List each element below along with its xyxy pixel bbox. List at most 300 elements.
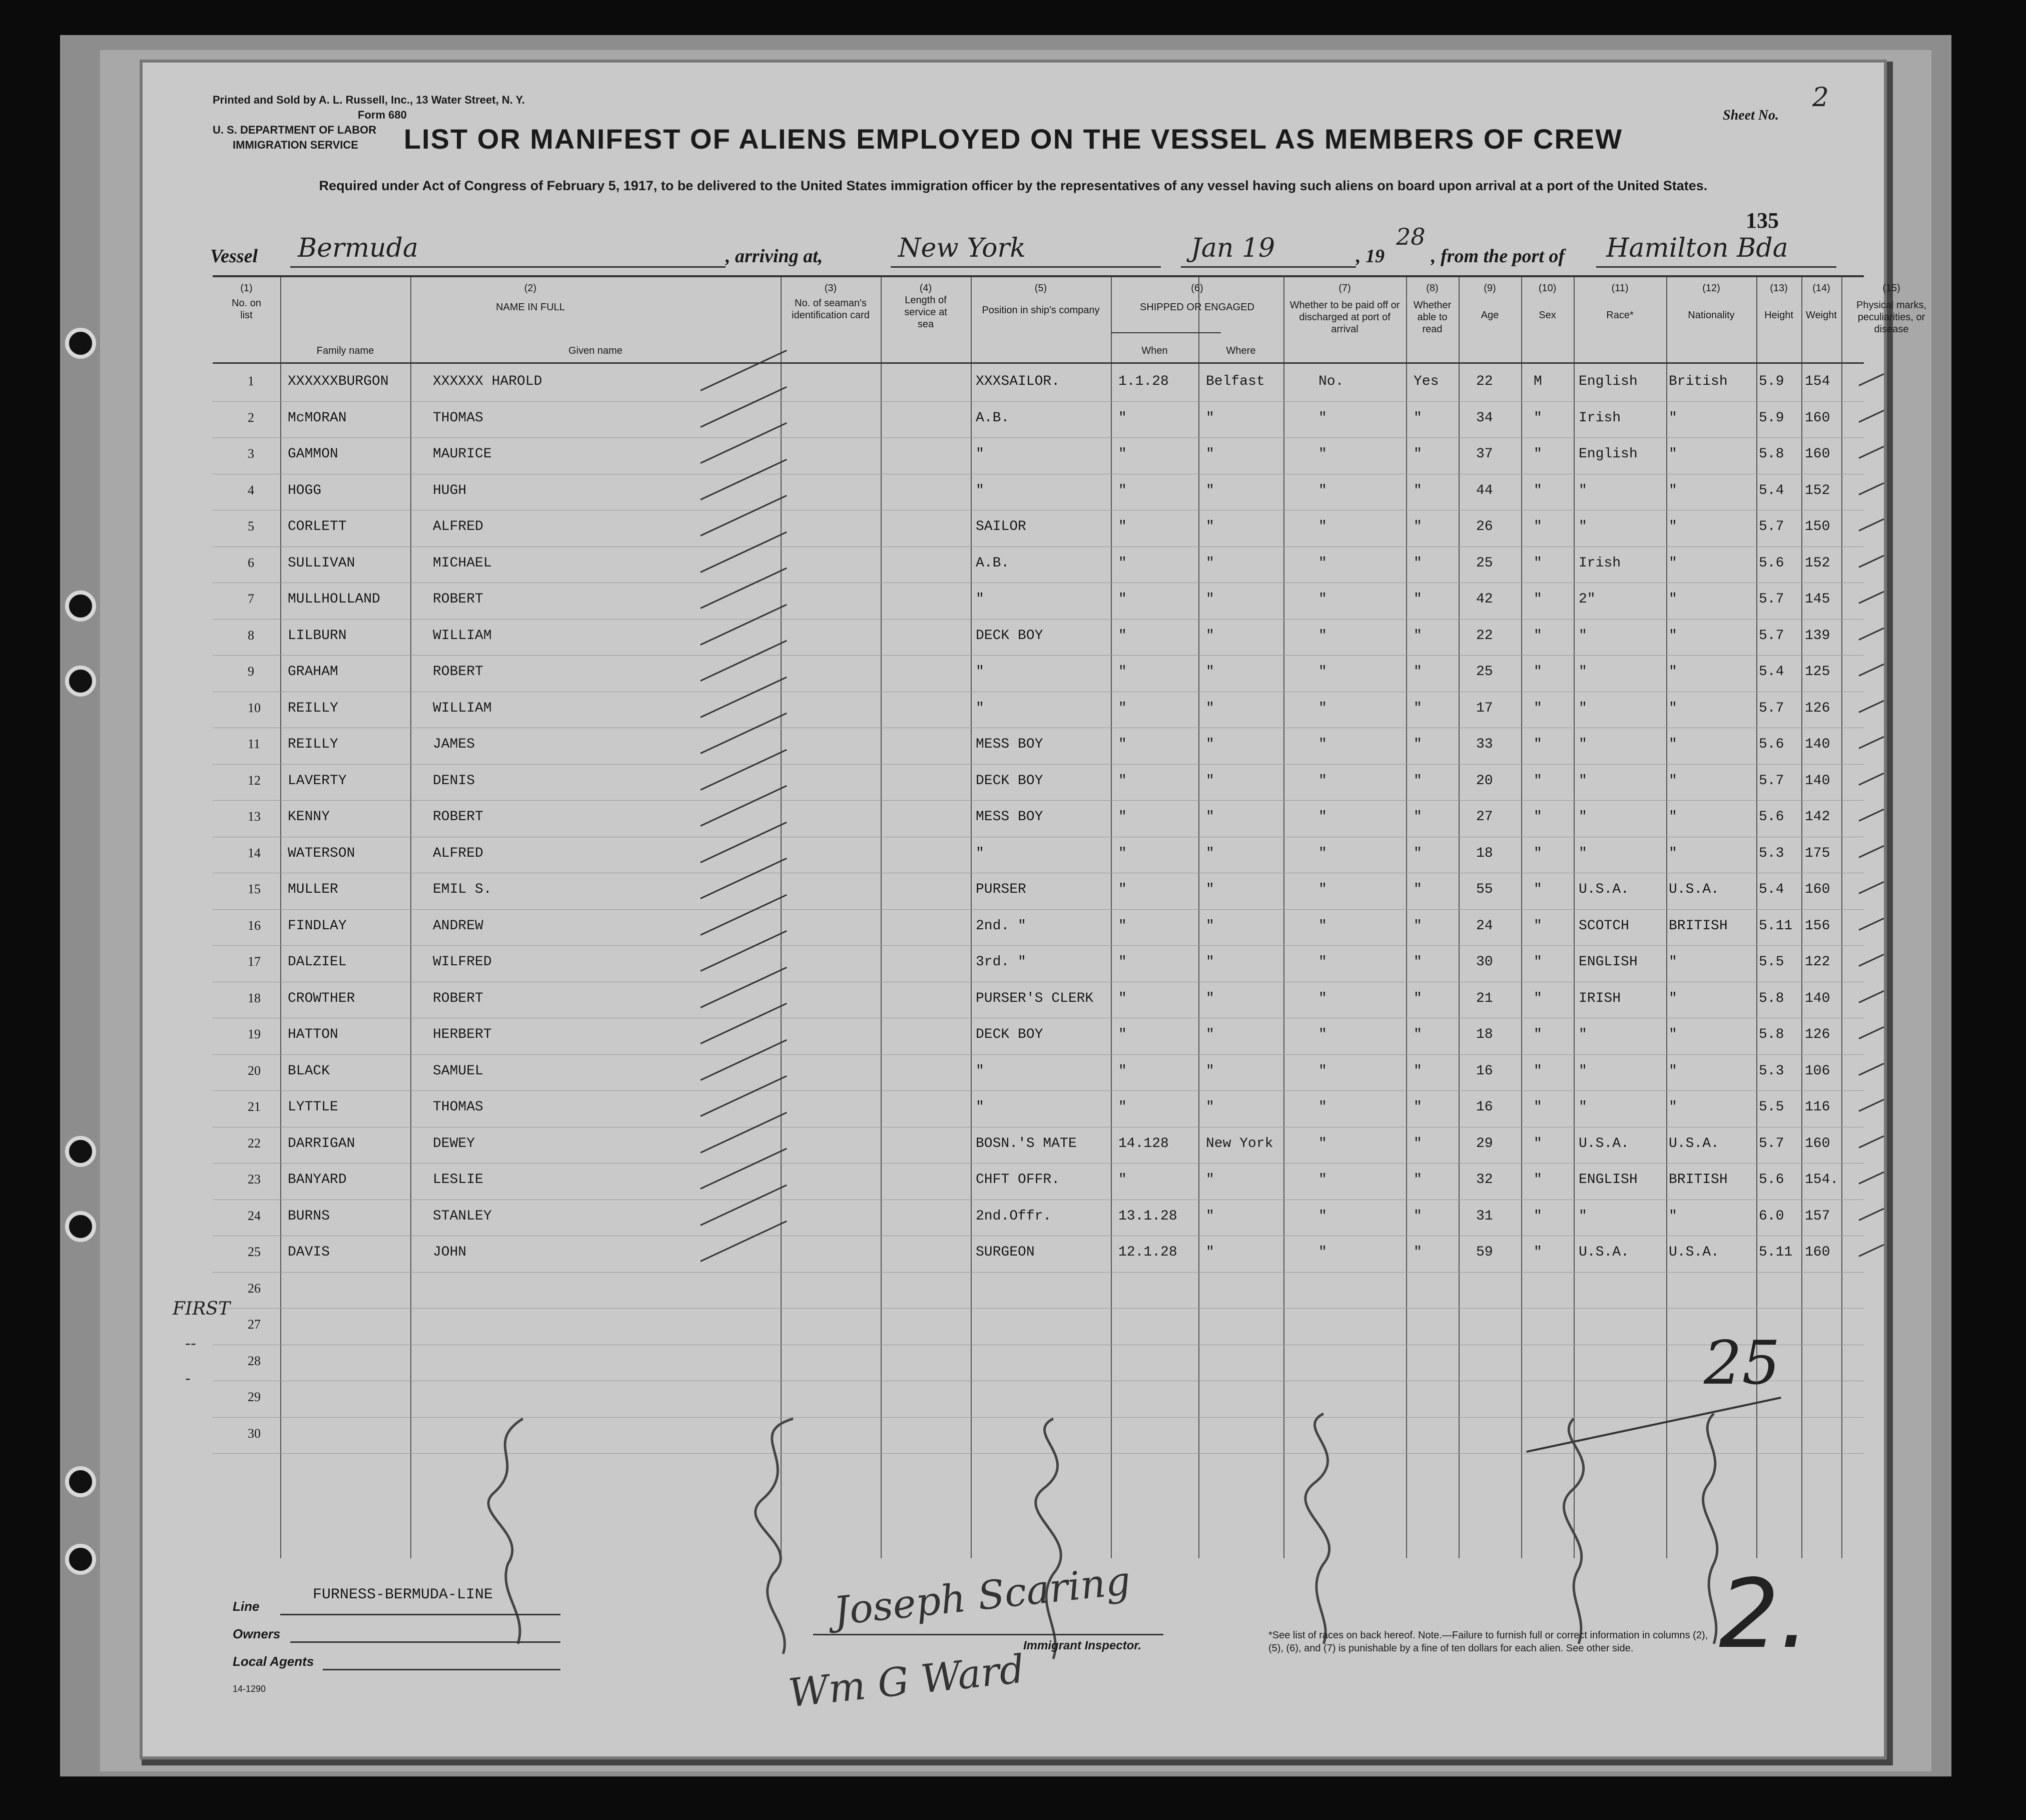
paid-off-cell: "	[1318, 519, 1327, 534]
shipped-when-cell: "	[1118, 918, 1127, 934]
paid-off-cell: "	[1318, 1063, 1327, 1079]
race-cell: ENGLISH	[1579, 954, 1638, 970]
height-cell: 5.4	[1759, 882, 1784, 897]
shipped-when-cell: 13.1.28	[1118, 1208, 1177, 1224]
owner-signature: Wm G Ward	[786, 1646, 1027, 1716]
paid-off-cell: "	[1318, 1099, 1327, 1115]
sex-cell: "	[1534, 882, 1542, 897]
shipped-where-cell: "	[1206, 482, 1214, 498]
height-cell: 5.5	[1759, 1099, 1784, 1115]
weight-cell: 126	[1805, 700, 1830, 716]
table-row	[213, 546, 1864, 582]
age-cell: 22	[1476, 628, 1493, 644]
family-name-cell: FINDLAY	[288, 918, 347, 934]
age-cell: 33	[1476, 737, 1493, 752]
row-number-cell: 9	[248, 664, 254, 679]
col-service-header: (4) Length of service at sea	[904, 283, 947, 330]
paid-off-cell: "	[1318, 1208, 1327, 1224]
table-row	[213, 837, 1864, 873]
shipped-when-cell: "	[1118, 845, 1127, 861]
race-cell: "	[1579, 773, 1587, 789]
from-port-label: , from the port of	[1431, 246, 1565, 267]
weight-cell: 160	[1805, 1135, 1830, 1151]
position-cell: 2nd.Offr.	[976, 1208, 1052, 1224]
physical-marks-check-mark	[1858, 627, 1884, 640]
weight-cell: 125	[1805, 664, 1830, 680]
given-name-cell: SAMUEL	[433, 1063, 483, 1079]
family-name-cell: MULLER	[288, 882, 338, 897]
position-cell: "	[976, 482, 984, 498]
page-number: 135	[1746, 208, 1779, 233]
given-name-cell: THOMAS	[433, 1099, 483, 1115]
manifest-page	[143, 63, 1927, 1756]
weight-cell: 160	[1805, 410, 1830, 426]
physical-marks-check-mark	[1858, 809, 1884, 822]
shipped-when-cell: "	[1118, 954, 1127, 970]
family-name-cell: McMORAN	[288, 410, 347, 426]
shipped-where-cell: "	[1206, 700, 1214, 716]
table-row	[213, 437, 1864, 473]
given-name-cell: EMIL S.	[433, 882, 492, 897]
height-cell: 5.7	[1759, 1135, 1784, 1151]
age-cell: 34	[1476, 410, 1493, 426]
given-name-cell: ANDREW	[433, 918, 483, 934]
binder-hole	[65, 1544, 96, 1575]
paid-off-cell: "	[1318, 1172, 1327, 1187]
given-name-cell: HUGH	[433, 482, 467, 498]
vessel-name: Bermuda	[298, 233, 418, 263]
row-number-cell: 7	[248, 591, 254, 606]
row-number-cell: 15	[248, 882, 261, 896]
physical-marks-check-mark	[1858, 881, 1884, 894]
weight-cell: 116	[1805, 1099, 1830, 1115]
weight-cell: 160	[1805, 882, 1830, 897]
family-name-cell: REILLY	[288, 737, 338, 752]
height-cell: 5.4	[1759, 664, 1784, 680]
service-name: IMMIGRATION SERVICE	[233, 139, 358, 151]
paid-off-cell: "	[1318, 446, 1327, 462]
age-cell: 18	[1476, 1027, 1493, 1042]
row-number-cell: 14	[248, 845, 261, 860]
row-number-cell: 30	[248, 1426, 261, 1441]
table-row	[213, 909, 1864, 945]
shipped-where-cell: "	[1206, 446, 1214, 462]
nationality-cell: "	[1669, 737, 1677, 752]
shipped-where-cell: "	[1206, 882, 1214, 897]
position-cell: "	[976, 845, 984, 861]
age-cell: 16	[1476, 1063, 1493, 1079]
row-number-cell: 2	[248, 410, 254, 425]
paid-off-cell: "	[1318, 410, 1327, 426]
paid-off-cell: "	[1318, 773, 1327, 789]
able-to-read-cell: "	[1414, 809, 1422, 825]
weight-cell: 106	[1805, 1063, 1830, 1079]
weight-cell: 160	[1805, 1245, 1830, 1260]
physical-marks-check-mark	[1858, 482, 1884, 495]
row-number-cell: 12	[248, 773, 261, 788]
paid-off-cell: "	[1318, 809, 1327, 825]
family-name-cell: DARRIGAN	[288, 1135, 355, 1151]
nationality-cell: "	[1669, 700, 1677, 716]
nationality-cell: "	[1669, 664, 1677, 680]
table-row	[213, 365, 1864, 401]
arrival-year: 28	[1396, 223, 1426, 250]
weight-cell: 140	[1805, 990, 1830, 1006]
able-to-read-cell: "	[1414, 628, 1422, 644]
age-cell: 44	[1476, 482, 1493, 498]
nationality-cell: BRITISH	[1669, 918, 1728, 934]
race-cell: English	[1579, 446, 1638, 462]
paid-off-cell: "	[1318, 628, 1327, 644]
family-name-cell: BURNS	[288, 1208, 330, 1224]
printer-line: Printed and Sold by A. L. Russell, Inc., 13 Water Street, N. Y.	[213, 94, 525, 106]
col-marks-header: (15) Physical marks, peculiarities, or disease	[1856, 283, 1927, 335]
shipped-when-cell: "	[1118, 1099, 1127, 1115]
shipped-where-cell: "	[1206, 773, 1214, 789]
height-cell: 5.6	[1759, 737, 1784, 752]
able-to-read-cell: "	[1414, 918, 1422, 934]
race-cell: SCOTCH	[1579, 918, 1629, 934]
margin-note-dash: --	[185, 1334, 196, 1353]
height-cell: 5.11	[1759, 918, 1793, 934]
able-to-read-cell: "	[1414, 1063, 1422, 1079]
row-number-cell: 18	[248, 990, 261, 1005]
race-cell: U.S.A.	[1579, 1245, 1629, 1260]
family-name-cell: LAVERTY	[288, 773, 347, 789]
age-cell: 59	[1476, 1245, 1493, 1260]
shipped-when-cell: "	[1118, 1027, 1127, 1042]
physical-marks-check-mark	[1858, 1171, 1884, 1184]
shipped-when-cell: 1.1.28	[1118, 374, 1169, 389]
table-row	[213, 655, 1864, 691]
shipped-where-cell: "	[1206, 555, 1214, 571]
shipped-when-cell: "	[1118, 990, 1127, 1006]
height-cell: 5.8	[1759, 446, 1784, 462]
race-cell: "	[1579, 845, 1587, 861]
nationality-cell: "	[1669, 1208, 1677, 1224]
physical-marks-check-mark	[1858, 1135, 1884, 1148]
position-cell: "	[976, 1063, 984, 1079]
agents-label: Local Agents	[233, 1654, 314, 1669]
row-number-cell: 3	[248, 446, 254, 461]
sex-cell: M	[1534, 374, 1542, 389]
able-to-read-cell: "	[1414, 1135, 1422, 1151]
footer-note: *See list of races on back hereof. Note.—Failure to furnish full or correct information in columns (2), (5), (6), and (7) is punishable by a fine of ten dollars for each alien. See other side.	[1268, 1630, 1708, 1654]
family-name-cell: GAMMON	[288, 446, 338, 462]
family-name-cell: XXXXXXBURGON	[288, 374, 389, 389]
form-code: 14-1290	[233, 1684, 266, 1694]
race-cell: 2"	[1579, 591, 1596, 607]
sex-cell: "	[1534, 519, 1542, 534]
age-cell: 29	[1476, 1135, 1493, 1151]
height-cell: 6.0	[1759, 1208, 1784, 1224]
weight-cell: 160	[1805, 446, 1830, 462]
weight-cell: 142	[1805, 809, 1830, 825]
weight-cell: 126	[1805, 1027, 1830, 1042]
family-name-cell: KENNY	[288, 809, 330, 825]
shipped-where-cell: "	[1206, 845, 1214, 861]
race-cell: Irish	[1579, 410, 1621, 426]
shipped-where-cell: "	[1206, 1172, 1214, 1187]
position-cell: MESS BOY	[976, 737, 1043, 752]
race-cell: "	[1579, 1027, 1587, 1042]
able-to-read-cell: "	[1414, 555, 1422, 571]
race-cell: U.S.A.	[1579, 1135, 1629, 1151]
sex-cell: "	[1534, 1172, 1542, 1187]
position-cell: 3rd. "	[976, 954, 1026, 970]
able-to-read-cell: "	[1414, 882, 1422, 897]
weight-cell: 140	[1805, 773, 1830, 789]
requirement-text: Required under Act of Congress of February 5, 1917, to be delivered to the United States immigration officer by the representatives of any vessel having such aliens on board upon arrival at a port of the United States.	[319, 178, 1708, 193]
row-number-cell: 20	[248, 1063, 261, 1078]
height-cell: 5.3	[1759, 845, 1784, 861]
family-name-cell: DAVIS	[288, 1245, 330, 1260]
shipped-where-cell: "	[1206, 519, 1214, 534]
nationality-cell: U.S.A.	[1669, 1245, 1719, 1260]
sex-cell: "	[1534, 1245, 1542, 1260]
paid-off-cell: "	[1318, 882, 1327, 897]
position-cell: PURSER'S CLERK	[976, 990, 1094, 1006]
shipped-when-cell: "	[1118, 628, 1127, 644]
nationality-cell: "	[1669, 410, 1677, 426]
shipped-where-cell: "	[1206, 1063, 1214, 1079]
physical-marks-check-mark	[1858, 409, 1884, 422]
row-number-cell: 10	[248, 700, 261, 715]
physical-marks-check-mark	[1858, 736, 1884, 749]
sex-cell: "	[1534, 664, 1542, 680]
position-cell: CHFT OFFR.	[976, 1172, 1060, 1187]
col-sex-header: (10) Sex	[1538, 283, 1557, 321]
sex-cell: "	[1534, 918, 1542, 934]
age-cell: 31	[1476, 1208, 1493, 1224]
given-name-cell: HERBERT	[433, 1027, 492, 1042]
row-number-cell: 13	[248, 809, 261, 824]
table-row	[213, 1163, 1864, 1199]
sex-cell: "	[1534, 482, 1542, 498]
binder-hole	[65, 666, 96, 697]
row-number-cell: 24	[248, 1208, 261, 1223]
col-height-header: (13) Height	[1764, 283, 1793, 321]
race-cell: "	[1579, 1063, 1587, 1079]
shipped-when-cell: "	[1118, 1063, 1127, 1079]
shipped-when-cell: "	[1118, 410, 1127, 426]
row-number-cell: 25	[248, 1245, 261, 1259]
position-cell: "	[976, 700, 984, 716]
weight-cell: 150	[1805, 519, 1830, 534]
paid-off-cell: "	[1318, 1245, 1327, 1260]
shipped-when-cell: "	[1118, 700, 1127, 716]
shipped-where-cell: "	[1206, 1027, 1214, 1042]
physical-marks-check-mark	[1858, 954, 1884, 967]
weight-cell: 139	[1805, 628, 1830, 644]
family-name-cell: CORLETT	[288, 519, 347, 534]
row-number-cell: 28	[248, 1353, 261, 1368]
shipped-where-cell: Belfast	[1206, 374, 1265, 389]
sex-cell: "	[1534, 628, 1542, 644]
race-cell: U.S.A.	[1579, 882, 1629, 897]
paid-off-cell: "	[1318, 918, 1327, 934]
given-name-cell: ROBERT	[433, 591, 483, 607]
margin-note-dash: -	[185, 1369, 191, 1388]
weight-cell: 140	[1805, 737, 1830, 752]
age-cell: 25	[1476, 664, 1493, 680]
table-row	[213, 1090, 1864, 1126]
table-row	[213, 582, 1864, 619]
height-cell: 5.9	[1759, 374, 1784, 389]
shipped-when-cell: "	[1118, 773, 1127, 789]
family-name-cell: BANYARD	[288, 1172, 347, 1187]
given-name-cell: ALFRED	[433, 845, 483, 861]
age-cell: 20	[1476, 773, 1493, 789]
nationality-cell: "	[1669, 1027, 1677, 1042]
height-cell: 5.6	[1759, 809, 1784, 825]
row-number-cell: 11	[248, 737, 261, 751]
able-to-read-cell: "	[1414, 773, 1422, 789]
sheet-number-label: Sheet No.	[1723, 108, 1779, 123]
height-cell: 5.8	[1759, 990, 1784, 1006]
paid-off-cell: "	[1318, 591, 1327, 607]
height-cell: 5.4	[1759, 482, 1784, 498]
age-cell: 17	[1476, 700, 1493, 716]
age-cell: 26	[1476, 519, 1493, 534]
family-name-cell: BLACK	[288, 1063, 330, 1079]
col-no-header: (1) No. on list	[232, 283, 261, 321]
weight-cell: 152	[1805, 482, 1830, 498]
shipped-where-cell: "	[1206, 809, 1214, 825]
arrival-date: Jan 19	[1191, 233, 1275, 263]
sex-cell: "	[1534, 446, 1542, 462]
able-to-read-cell: "	[1414, 664, 1422, 680]
race-cell: "	[1579, 737, 1587, 752]
sex-cell: "	[1534, 700, 1542, 716]
shipped-when-cell: 12.1.28	[1118, 1245, 1177, 1260]
table-row	[213, 800, 1864, 836]
age-cell: 18	[1476, 845, 1493, 861]
position-cell: DECK BOY	[976, 628, 1043, 644]
col-id-card-header: (3) No. of seaman's identification card	[792, 283, 870, 321]
able-to-read-cell: "	[1414, 1208, 1422, 1224]
row-number-cell: 5	[248, 519, 254, 533]
row-number-cell: 26	[248, 1281, 261, 1296]
binder-hole	[65, 1136, 96, 1167]
position-cell: XXXSAILOR.	[976, 374, 1060, 389]
given-name-cell: DEWEY	[433, 1135, 475, 1151]
row-number-cell: 6	[248, 555, 254, 570]
race-cell: IRISH	[1579, 990, 1621, 1006]
given-name-cell: MICHAEL	[433, 555, 492, 571]
position-cell: MESS BOY	[976, 809, 1043, 825]
family-name-cell: HATTON	[288, 1027, 338, 1042]
col-weight-header: (14) Weight	[1806, 283, 1837, 321]
physical-marks-check-mark	[1858, 990, 1884, 1003]
physical-marks-check-mark	[1858, 1099, 1884, 1112]
arriving-label: , arriving at,	[726, 246, 823, 267]
given-name-cell: WILFRED	[433, 954, 492, 970]
age-cell: 42	[1476, 591, 1493, 607]
able-to-read-cell: "	[1414, 591, 1422, 607]
sex-cell: "	[1534, 954, 1542, 970]
able-to-read-cell: "	[1414, 845, 1422, 861]
binder-hole	[65, 328, 96, 359]
position-cell: "	[976, 446, 984, 462]
table-row	[213, 873, 1864, 909]
departure-port: Hamilton Bda	[1606, 233, 1788, 263]
table-row	[213, 1272, 1864, 1308]
family-name-cell: HOGG	[288, 482, 322, 498]
family-name-cell: WATERSON	[288, 845, 355, 861]
shipped-where-cell: New York	[1206, 1135, 1273, 1151]
position-cell: DECK BOY	[976, 773, 1043, 789]
nationality-cell: "	[1669, 628, 1677, 644]
line-label: Line	[233, 1599, 260, 1614]
weight-cell: 122	[1805, 954, 1830, 970]
nationality-cell: "	[1669, 591, 1677, 607]
nationality-cell: "	[1669, 555, 1677, 571]
row-number-cell: 8	[248, 628, 254, 643]
physical-marks-check-mark	[1858, 1026, 1884, 1039]
binder-hole	[65, 590, 96, 622]
sex-cell: "	[1534, 591, 1542, 607]
sex-cell: "	[1534, 1063, 1542, 1079]
paid-off-cell: "	[1318, 845, 1327, 861]
age-cell: 16	[1476, 1099, 1493, 1115]
physical-marks-check-mark	[1858, 664, 1884, 677]
row-number-cell: 21	[248, 1099, 261, 1114]
shipped-when-cell: "	[1118, 591, 1127, 607]
line-company: FURNESS-BERMUDA-LINE	[313, 1586, 493, 1603]
shipped-when-header: When	[1141, 345, 1168, 356]
col-nationality-header: (12) Nationality	[1688, 283, 1735, 321]
given-name-cell: WILLIAM	[433, 628, 492, 644]
physical-marks-check-mark	[1858, 554, 1884, 567]
sex-cell: "	[1534, 845, 1542, 861]
physical-marks-check-mark	[1858, 373, 1884, 386]
arrival-port: New York	[898, 233, 1026, 263]
shipped-where-cell: "	[1206, 628, 1214, 644]
physical-marks-check-mark	[1858, 1062, 1884, 1075]
given-name-cell: JAMES	[433, 737, 475, 752]
physical-marks-check-mark	[1858, 1207, 1884, 1221]
paid-off-cell: "	[1318, 990, 1327, 1006]
nationality-cell: "	[1669, 809, 1677, 825]
nationality-cell: British	[1669, 374, 1728, 389]
given-name-cell: ROBERT	[433, 990, 483, 1006]
year-prefix: , 19	[1356, 246, 1385, 267]
sex-cell: "	[1534, 990, 1542, 1006]
given-name-cell: STANLEY	[433, 1208, 492, 1224]
weight-cell: 154.	[1805, 1172, 1839, 1187]
sex-cell: "	[1534, 410, 1542, 426]
family-name-cell: DALZIEL	[288, 954, 347, 970]
age-cell: 37	[1476, 446, 1493, 462]
position-cell: DECK BOY	[976, 1027, 1043, 1042]
given-name-cell: WILLIAM	[433, 700, 492, 716]
crew-table	[213, 275, 1927, 1558]
age-cell: 21	[1476, 990, 1493, 1006]
shipped-where-cell: "	[1206, 990, 1214, 1006]
col-position-header: (5) Position in ship's company	[982, 283, 1100, 316]
able-to-read-cell: "	[1414, 1027, 1422, 1042]
height-cell: 5.6	[1759, 555, 1784, 571]
height-cell: 5.8	[1759, 1027, 1784, 1042]
shipped-when-cell: "	[1118, 664, 1127, 680]
nationality-cell: "	[1669, 446, 1677, 462]
shipped-when-cell: "	[1118, 519, 1127, 534]
row-number-cell: 16	[248, 918, 261, 933]
height-cell: 5.9	[1759, 410, 1784, 426]
physical-marks-check-mark	[1858, 591, 1884, 604]
shipped-where-header: Where	[1226, 345, 1256, 356]
